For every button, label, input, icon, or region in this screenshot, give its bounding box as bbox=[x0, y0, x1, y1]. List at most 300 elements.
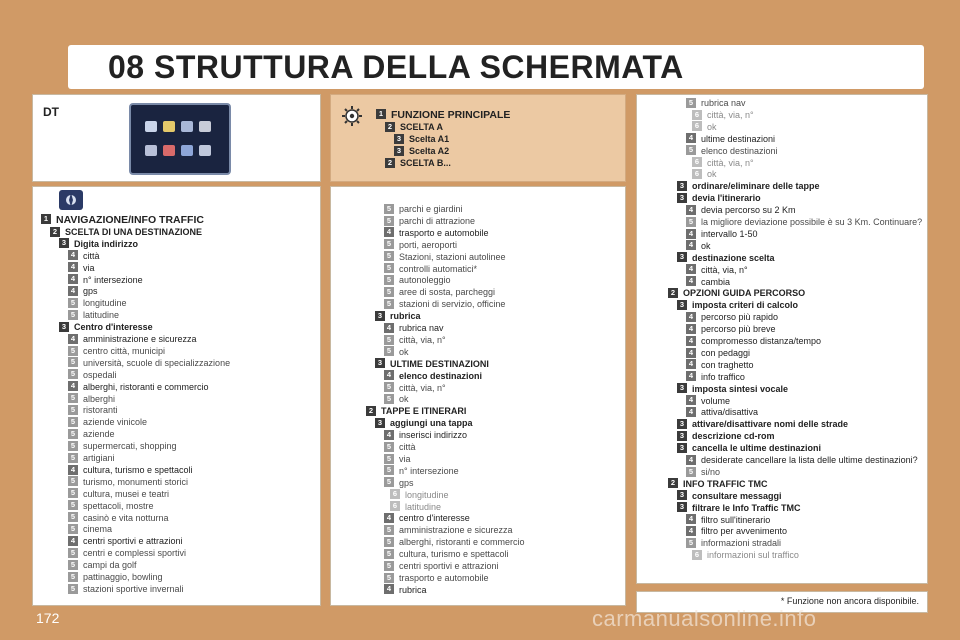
tree-item-level-5 bbox=[68, 559, 137, 571]
tree-item-label: latitudine bbox=[405, 501, 442, 512]
tree-item-label: n° intersezione bbox=[83, 274, 143, 285]
level-badge: 5 bbox=[68, 512, 78, 522]
tree-item-level-4 bbox=[686, 323, 776, 335]
tree-item-label: autonoleggio bbox=[399, 275, 451, 286]
column-3-panel bbox=[636, 94, 928, 584]
tree-item-level-5 bbox=[686, 216, 922, 228]
tree-item-level-5 bbox=[384, 239, 457, 251]
tree-item-label: centri sportivi e attrazioni bbox=[83, 536, 183, 547]
tree-item-level-4 bbox=[384, 584, 427, 596]
level-badge: 2 bbox=[366, 406, 376, 416]
tree-item-label: cancella le ultime destinazioni bbox=[692, 443, 822, 454]
level-badge: 5 bbox=[68, 346, 78, 356]
level-badge: 5 bbox=[384, 275, 394, 285]
tree-item-label: SCELTA DI UNA DESTINAZIONE bbox=[65, 226, 202, 237]
tree-item-label: controlli automatici* bbox=[399, 263, 478, 274]
level-badge: 1 bbox=[41, 214, 51, 224]
nav-icon bbox=[145, 121, 157, 132]
tree-item-label: trasporto e automobile bbox=[399, 572, 489, 583]
tree-item-level-3 bbox=[677, 192, 761, 204]
level-badge: 5 bbox=[686, 467, 696, 477]
tree-item-label: informazioni sul traffico bbox=[707, 550, 799, 561]
tree-item-label: devia percorso su 2 Km bbox=[701, 205, 796, 216]
tree-item-level-4 bbox=[68, 464, 193, 476]
level-badge: 5 bbox=[68, 524, 78, 534]
tree-item-label: SCELTA A bbox=[400, 122, 443, 132]
tree-item-label: ordinare/eliminare delle tappe bbox=[692, 181, 820, 192]
level-badge: 6 bbox=[692, 110, 702, 120]
tree-item-label: gps bbox=[399, 477, 414, 488]
level-badge: 5 bbox=[68, 572, 78, 582]
watermark: carmanualsonline.info bbox=[592, 606, 817, 631]
tree-item-label: città bbox=[399, 442, 416, 452]
tree-item-level-4 bbox=[686, 204, 796, 216]
tree-item-label: compromesso distanza/tempo bbox=[701, 336, 822, 346]
level-badge: 5 bbox=[68, 500, 78, 510]
tree-item-label: longitudine bbox=[83, 298, 127, 309]
level-badge: 4 bbox=[686, 359, 696, 369]
phone-icon bbox=[181, 121, 193, 132]
tree-item-level-5 bbox=[384, 334, 446, 346]
tree-item-label: TAPPE E ITINERARI bbox=[381, 406, 467, 417]
level-badge: 4 bbox=[68, 274, 78, 284]
tree-item-label: FUNZIONE PRINCIPALE bbox=[391, 109, 511, 121]
level-badge: 5 bbox=[384, 299, 394, 309]
tree-item-label: info traffico bbox=[701, 371, 745, 382]
tree-item-level-3 bbox=[677, 299, 798, 311]
tree-item-label: percorso più rapido bbox=[701, 312, 779, 323]
tree-item-level-5 bbox=[68, 404, 118, 416]
level-badge: 6 bbox=[692, 169, 702, 179]
tree-item-label: amministrazione e sicurezza bbox=[83, 334, 197, 344]
footnote: * Funzione non ancora disponibile. bbox=[780, 596, 919, 606]
level-badge: 3 bbox=[677, 252, 687, 262]
level-badge: 5 bbox=[384, 382, 394, 392]
tree-item-label: ristoranti bbox=[83, 405, 118, 416]
level-badge: 4 bbox=[68, 536, 78, 546]
tree-item-label: città, via, n° bbox=[707, 109, 754, 120]
tree-item-label: ok bbox=[399, 346, 409, 357]
tree-item-level-4 bbox=[384, 512, 470, 524]
tree-item-label: aziende bbox=[83, 429, 115, 440]
level-badge: 5 bbox=[68, 429, 78, 439]
tree-item-label: volume bbox=[701, 395, 731, 406]
tree-item-label: rubrica bbox=[390, 311, 421, 322]
tree-item-label: desiderate cancellare la lista delle ultime destinazioni? bbox=[701, 455, 918, 465]
tree-item-label: aggiungi una tappa bbox=[390, 418, 473, 429]
tree-item-label: ospedali bbox=[83, 369, 117, 380]
tree-item-level-4 bbox=[384, 370, 482, 382]
level-badge: 4 bbox=[686, 336, 696, 346]
level-badge: 6 bbox=[692, 550, 702, 560]
tree-item-level-5 bbox=[68, 309, 119, 321]
config-icon bbox=[199, 121, 211, 132]
level-badge: 5 bbox=[686, 538, 696, 548]
level-badge: 5 bbox=[384, 537, 394, 547]
tree-item-label: attiva/disattiva bbox=[701, 407, 759, 418]
level-badge: 3 bbox=[394, 146, 404, 156]
tree-item-level-6 bbox=[692, 549, 799, 561]
tree-item-level-5 bbox=[384, 298, 505, 310]
gear-icon bbox=[341, 105, 363, 127]
tree-item-label: NAVIGAZIONE/INFO TRAFFIC bbox=[56, 214, 204, 226]
level-badge: 3 bbox=[677, 431, 687, 441]
level-badge: 4 bbox=[68, 286, 78, 296]
tree-item-label: ok bbox=[707, 121, 717, 132]
tree-item-level-4 bbox=[686, 347, 750, 359]
tree-item-level-4 bbox=[686, 133, 775, 145]
tree-item-level-3 bbox=[375, 358, 489, 370]
tree-item-level-5 bbox=[68, 369, 117, 381]
tree-item-level-5 bbox=[384, 441, 416, 453]
level-badge: 5 bbox=[68, 405, 78, 415]
tree-item-level-5 bbox=[68, 345, 165, 357]
level-badge: 3 bbox=[677, 193, 687, 203]
level-badge: 5 bbox=[384, 549, 394, 559]
level-badge: 4 bbox=[384, 430, 394, 440]
tree-item-level-5 bbox=[384, 203, 463, 215]
tree-item-label: porti, aeroporti bbox=[399, 239, 458, 250]
tree-item-level-5 bbox=[68, 512, 169, 524]
level-badge: 5 bbox=[686, 217, 696, 227]
page-number: 172 bbox=[36, 610, 60, 626]
tree-item-level-1 bbox=[41, 214, 204, 226]
tree-item-level-4 bbox=[384, 429, 467, 441]
tree-item-label: inserisci indirizzo bbox=[399, 430, 468, 441]
tree-item-label: città, via, n° bbox=[701, 264, 748, 275]
tree-item-label: consultare messaggi bbox=[692, 490, 782, 501]
legend-panel bbox=[330, 94, 626, 182]
dt-panel bbox=[32, 94, 321, 182]
level-badge: 5 bbox=[384, 442, 394, 452]
tree-item-level-4 bbox=[686, 514, 770, 526]
level-badge: 5 bbox=[68, 584, 78, 594]
level-badge: 2 bbox=[50, 227, 60, 237]
level-badge: 2 bbox=[385, 158, 395, 168]
tree-item-label: pattinaggio, bowling bbox=[83, 572, 163, 582]
tree-item-level-3 bbox=[677, 252, 775, 264]
tree-item-level-5 bbox=[68, 416, 147, 428]
tree-item-level-3 bbox=[677, 430, 775, 442]
level-badge: 2 bbox=[668, 478, 678, 488]
tree-item-label: via bbox=[83, 262, 95, 273]
level-badge: 5 bbox=[384, 239, 394, 249]
tree-item-level-5 bbox=[384, 572, 489, 584]
level-badge: 5 bbox=[384, 287, 394, 297]
tree-item-label: imposta sintesi vocale bbox=[692, 383, 789, 394]
tree-item-level-4 bbox=[686, 240, 711, 252]
tree-item-level-2 bbox=[385, 121, 443, 133]
level-badge: 3 bbox=[677, 300, 687, 310]
level-badge: 3 bbox=[394, 134, 404, 144]
tree-item-level-5 bbox=[68, 476, 188, 488]
tree-item-label: n° intersezione bbox=[399, 465, 459, 476]
setup-icon bbox=[145, 145, 157, 156]
page-title: 08 STRUTTURA DELLA SCHERMATA bbox=[108, 49, 684, 85]
tree-item-label: via bbox=[399, 453, 411, 464]
traffic-icon bbox=[163, 145, 175, 156]
tree-item-level-5 bbox=[384, 560, 499, 572]
tree-item-label: Scelta A2 bbox=[409, 146, 450, 156]
tree-item-level-4 bbox=[686, 359, 754, 371]
tree-item-level-5 bbox=[384, 382, 446, 394]
tree-item-level-5 bbox=[686, 466, 720, 478]
level-badge: 6 bbox=[692, 157, 702, 167]
level-badge: 4 bbox=[68, 262, 78, 272]
tree-item-label: con pedaggi bbox=[701, 347, 751, 358]
tree-item-level-5 bbox=[68, 583, 184, 595]
tree-item-level-5 bbox=[68, 547, 186, 559]
tree-item-level-3 bbox=[59, 238, 138, 250]
tree-item-level-4 bbox=[686, 264, 748, 276]
tree-item-level-3 bbox=[677, 442, 821, 454]
tree-item-label: rubrica nav bbox=[701, 98, 746, 108]
tree-item-label: turismo, monumenti storici bbox=[83, 476, 189, 487]
tree-item-level-3 bbox=[394, 145, 449, 157]
tree-item-level-2 bbox=[668, 287, 805, 299]
navigation-icon bbox=[59, 190, 83, 210]
tree-item-level-5 bbox=[68, 500, 154, 512]
level-badge: 6 bbox=[692, 121, 702, 131]
level-badge: 3 bbox=[59, 322, 69, 332]
tree-item-label: latitudine bbox=[83, 310, 120, 321]
level-badge: 4 bbox=[384, 227, 394, 237]
tree-item-label: la migliore deviazione possibile è su 3 Km. Continuare? bbox=[701, 217, 923, 227]
level-badge: 4 bbox=[686, 371, 696, 381]
tree-item-level-4 bbox=[686, 371, 745, 383]
tree-item-label: città bbox=[83, 250, 100, 261]
level-badge: 4 bbox=[68, 250, 78, 260]
level-badge: 4 bbox=[68, 465, 78, 475]
level-badge: 4 bbox=[686, 395, 696, 405]
tree-item-label: parchi e giardini bbox=[399, 204, 463, 214]
video-icon bbox=[181, 145, 193, 156]
tree-item-level-4 bbox=[68, 333, 197, 345]
tree-item-level-5 bbox=[384, 465, 459, 477]
tree-item-label: ok bbox=[701, 240, 711, 251]
tree-item-level-3 bbox=[677, 383, 788, 395]
tree-item-level-4 bbox=[68, 250, 100, 262]
tree-item-level-5 bbox=[384, 274, 451, 286]
column-2-panel bbox=[330, 186, 626, 606]
level-badge: 5 bbox=[68, 476, 78, 486]
level-badge: 4 bbox=[384, 584, 394, 594]
tree-item-level-4 bbox=[384, 322, 444, 334]
tree-item-level-5 bbox=[384, 548, 509, 560]
tree-item-label: informazioni stradali bbox=[701, 538, 782, 549]
column-1-panel bbox=[32, 186, 321, 606]
level-badge: 4 bbox=[68, 381, 78, 391]
tree-item-level-5 bbox=[68, 297, 127, 309]
tree-item-level-3 bbox=[59, 321, 153, 333]
level-badge: 3 bbox=[677, 443, 687, 453]
level-badge: 5 bbox=[68, 310, 78, 320]
tree-item-level-3 bbox=[375, 417, 473, 429]
level-badge: 6 bbox=[390, 489, 400, 499]
tree-item-label: centri e complessi sportivi bbox=[83, 548, 187, 559]
tree-item-label: elenco destinazioni bbox=[701, 145, 778, 156]
tree-item-level-2 bbox=[50, 226, 202, 238]
tree-item-level-5 bbox=[384, 263, 477, 275]
level-badge: 5 bbox=[384, 251, 394, 261]
display-screen-image bbox=[129, 103, 231, 175]
tree-item-label: rubrica bbox=[399, 584, 427, 595]
tree-item-level-4 bbox=[68, 262, 95, 274]
tree-item-label: trasporto e automobile bbox=[399, 227, 489, 238]
tree-item-level-3 bbox=[677, 502, 801, 514]
tree-item-label: campi da golf bbox=[83, 560, 137, 571]
tree-item-level-4 bbox=[68, 535, 183, 547]
tree-item-label: città, via, n° bbox=[399, 334, 446, 345]
level-badge: 4 bbox=[384, 513, 394, 523]
tree-item-level-4 bbox=[686, 335, 821, 347]
level-badge: 2 bbox=[668, 288, 678, 298]
tree-item-level-4 bbox=[686, 406, 758, 418]
tree-item-level-6 bbox=[390, 501, 441, 513]
tree-item-label: filtrare le Info Traffic TMC bbox=[692, 502, 801, 513]
tree-item-label: intervallo 1-50 bbox=[701, 228, 758, 239]
tree-item-level-4 bbox=[686, 395, 730, 407]
tree-item-label: gps bbox=[83, 286, 98, 297]
level-badge: 4 bbox=[384, 323, 394, 333]
tree-item-label: cultura, turismo e spettacoli bbox=[83, 464, 193, 475]
tree-item-level-4 bbox=[68, 285, 98, 297]
tree-item-label: cambia bbox=[701, 276, 731, 287]
tree-item-level-4 bbox=[686, 228, 758, 240]
tree-item-level-3 bbox=[677, 180, 820, 192]
tree-item-level-2 bbox=[668, 478, 768, 490]
tree-item-label: spettacoli, mostre bbox=[83, 500, 154, 511]
tree-item-label: con traghetto bbox=[701, 359, 754, 370]
tree-item-level-1 bbox=[376, 109, 510, 121]
tree-item-label: si/no bbox=[701, 466, 721, 477]
tree-item-label: alberghi bbox=[83, 393, 116, 404]
level-badge: 3 bbox=[677, 490, 687, 500]
tree-item-level-5 bbox=[384, 453, 411, 465]
tree-item-label: imposta criteri di calcolo bbox=[692, 300, 799, 311]
tree-item-level-3 bbox=[394, 133, 449, 145]
tree-item-level-5 bbox=[68, 440, 177, 452]
level-badge: 5 bbox=[68, 453, 78, 463]
level-badge: 3 bbox=[677, 383, 687, 393]
level-badge: 4 bbox=[686, 229, 696, 239]
tree-item-level-5 bbox=[68, 488, 169, 500]
tree-item-level-5 bbox=[68, 357, 230, 369]
level-badge: 4 bbox=[68, 334, 78, 344]
tree-item-level-5 bbox=[384, 286, 495, 298]
tree-item-level-5 bbox=[384, 477, 414, 489]
tree-item-level-5 bbox=[686, 145, 778, 157]
tree-item-level-2 bbox=[385, 157, 451, 169]
tree-item-level-4 bbox=[686, 276, 730, 288]
tree-item-level-6 bbox=[390, 489, 449, 501]
tree-item-level-6 bbox=[692, 121, 717, 133]
tree-item-level-5 bbox=[686, 537, 781, 549]
tree-item-label: aree di sosta, parcheggi bbox=[399, 287, 496, 298]
tree-item-level-2 bbox=[366, 405, 466, 417]
level-badge: 5 bbox=[384, 561, 394, 571]
tree-item-label: ok bbox=[399, 394, 409, 405]
tree-item-label: Scelta A1 bbox=[409, 134, 450, 144]
tree-item-label: cinema bbox=[83, 524, 113, 535]
level-badge: 4 bbox=[384, 370, 394, 380]
tree-item-label: longitudine bbox=[405, 489, 449, 500]
level-badge: 3 bbox=[677, 502, 687, 512]
tree-item-label: centri sportivi e attrazioni bbox=[399, 561, 499, 571]
level-badge: 3 bbox=[375, 311, 385, 321]
level-badge: 3 bbox=[59, 238, 69, 248]
tree-item-label: aziende vinicole bbox=[83, 417, 148, 428]
level-badge: 5 bbox=[384, 477, 394, 487]
level-badge: 4 bbox=[686, 276, 696, 286]
tree-item-level-6 bbox=[692, 157, 754, 169]
tree-item-level-6 bbox=[692, 168, 717, 180]
level-badge: 5 bbox=[68, 560, 78, 570]
tree-item-label: descrizione cd-rom bbox=[692, 431, 775, 442]
level-badge: 5 bbox=[384, 465, 394, 475]
level-badge: 4 bbox=[686, 455, 696, 465]
tree-item-level-5 bbox=[384, 536, 525, 548]
level-badge: 4 bbox=[686, 264, 696, 274]
directory-icon bbox=[199, 145, 211, 156]
tree-item-level-5 bbox=[384, 524, 513, 536]
level-badge: 6 bbox=[390, 501, 400, 511]
level-badge: 4 bbox=[686, 312, 696, 322]
tree-item-label: attivare/disattivare nomi delle strade bbox=[692, 419, 849, 430]
tree-item-level-6 bbox=[692, 109, 754, 121]
tree-item-label: città, via, n° bbox=[399, 382, 446, 393]
tree-item-level-5 bbox=[68, 428, 115, 440]
level-badge: 3 bbox=[375, 358, 385, 368]
tree-item-label: ultime destinazioni bbox=[701, 133, 776, 144]
level-badge: 3 bbox=[375, 418, 385, 428]
level-badge: 1 bbox=[376, 109, 386, 119]
tree-item-label: Stazioni, stazioni autolinee bbox=[399, 251, 506, 262]
tree-item-label: filtro per avvenimento bbox=[701, 526, 788, 537]
level-badge: 4 bbox=[686, 324, 696, 334]
tree-item-level-4 bbox=[686, 525, 787, 537]
tree-item-level-5 bbox=[686, 97, 746, 109]
tree-item-label: università, scuole di specializzazione bbox=[83, 357, 231, 368]
level-badge: 4 bbox=[686, 240, 696, 250]
tree-item-level-5 bbox=[384, 393, 409, 405]
tree-item-level-5 bbox=[68, 393, 115, 405]
tree-item-label: SCELTA B... bbox=[400, 158, 451, 168]
level-badge: 5 bbox=[68, 488, 78, 498]
level-badge: 3 bbox=[677, 181, 687, 191]
tree-item-label: centro città, municipi bbox=[83, 345, 166, 356]
level-badge: 5 bbox=[384, 346, 394, 356]
tree-item-level-5 bbox=[68, 452, 115, 464]
level-badge: 5 bbox=[68, 298, 78, 308]
tree-item-level-3 bbox=[677, 490, 782, 502]
tree-item-label: artigiani bbox=[83, 453, 115, 463]
tree-item-label: ULTIME DESTINAZIONI bbox=[390, 358, 489, 369]
tree-item-label: città, via, n° bbox=[707, 157, 754, 168]
tree-item-label: devia l'itinerario bbox=[692, 193, 761, 204]
tree-item-label: casinò e vita notturna bbox=[83, 512, 169, 523]
tree-item-label: centro d'interesse bbox=[399, 513, 470, 524]
tree-item-label: destinazione scelta bbox=[692, 252, 775, 263]
level-badge: 4 bbox=[686, 133, 696, 143]
level-badge: 5 bbox=[384, 216, 394, 226]
level-badge: 4 bbox=[686, 348, 696, 358]
level-badge: 5 bbox=[68, 548, 78, 558]
level-badge: 5 bbox=[68, 417, 78, 427]
tree-item-level-5 bbox=[384, 215, 475, 227]
tree-item-level-5 bbox=[384, 346, 409, 358]
level-badge: 5 bbox=[384, 573, 394, 583]
